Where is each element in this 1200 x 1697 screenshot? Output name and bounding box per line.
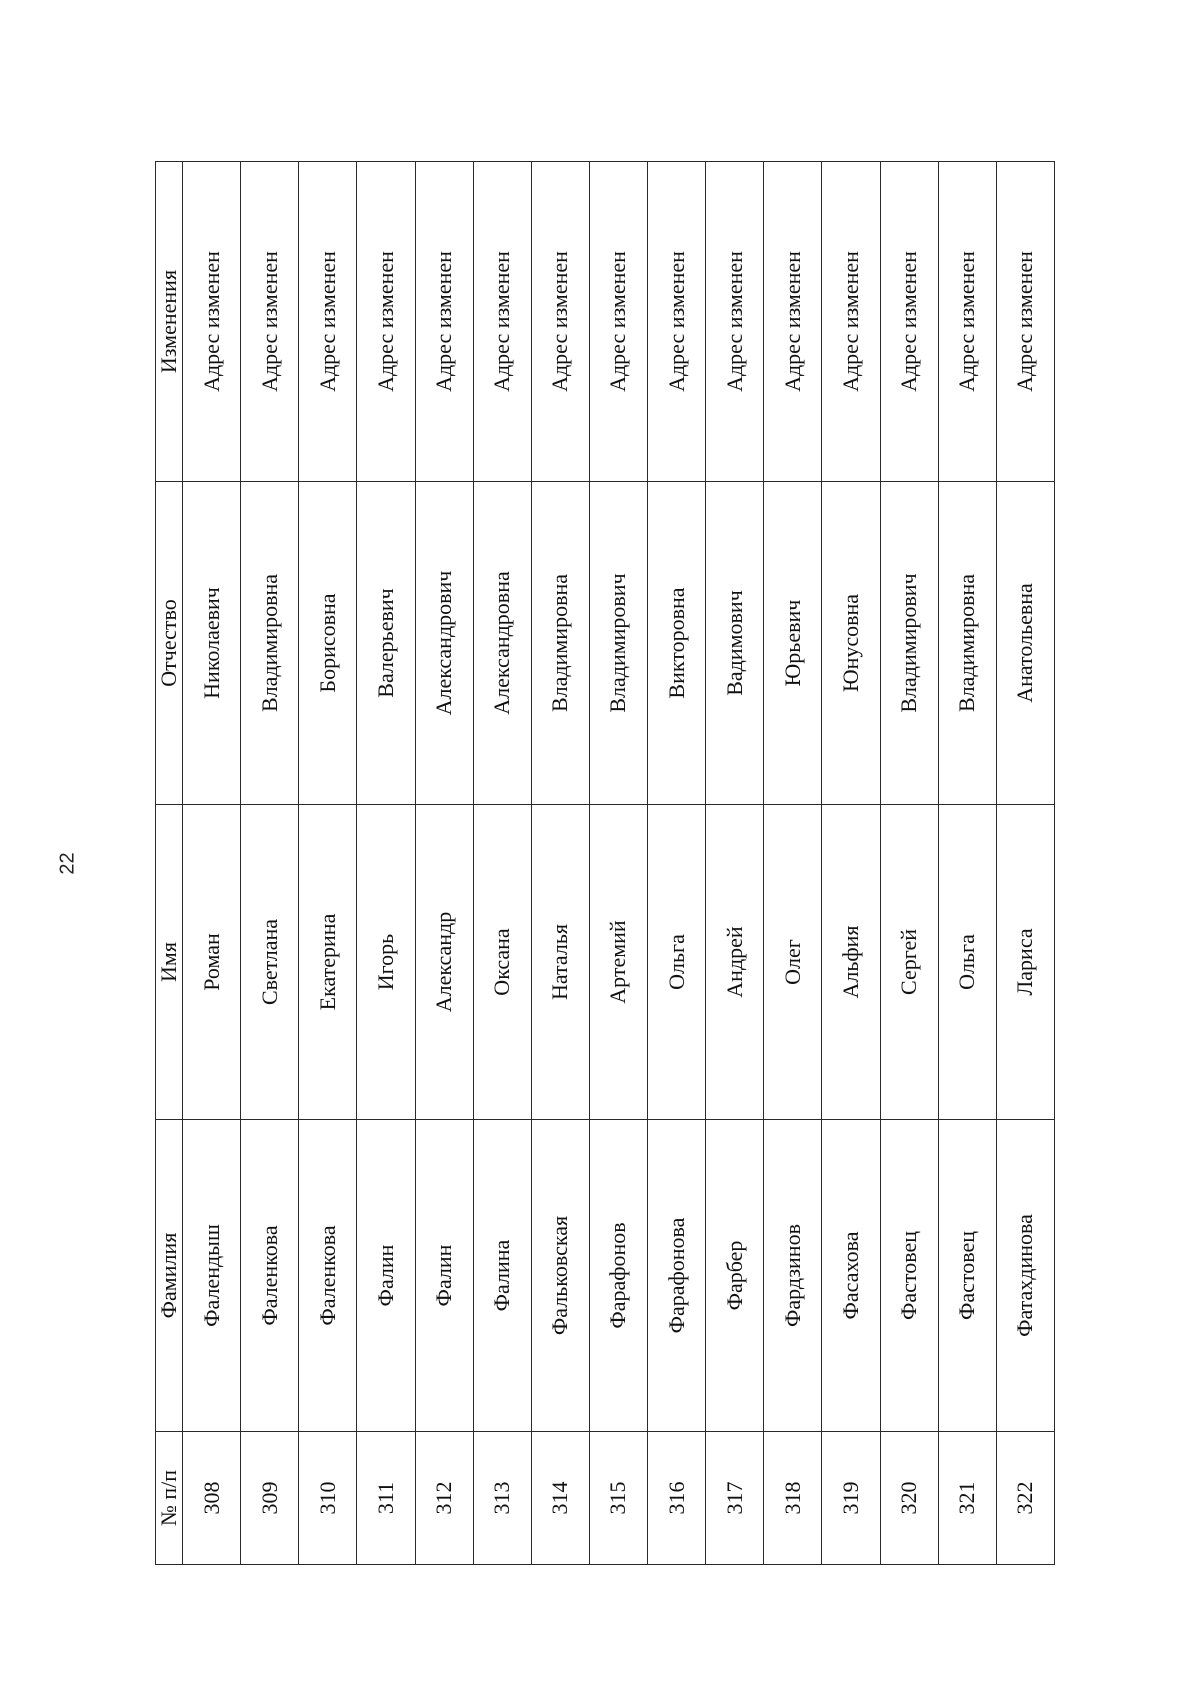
records-table-container [155, 162, 1055, 1565]
cell-num: 322 [996, 1432, 1054, 1565]
table-row [648, 162, 706, 1565]
cell-surname: Фалендыш [183, 1120, 241, 1432]
table-body [183, 162, 1055, 1565]
cell-name: Ольга [938, 805, 996, 1120]
cell-surname: Фарафонов [589, 1120, 647, 1432]
page-number-text: 22 [56, 851, 79, 875]
table-row [299, 162, 357, 1565]
cell-patronymic: Вадимович [706, 482, 764, 805]
cell-name: Андрей [706, 805, 764, 1120]
header-name: Имя [156, 805, 183, 1120]
cell-changes: Адрес изменен [183, 162, 241, 482]
header-patronymic: Отчество [156, 482, 183, 805]
cell-num: 314 [531, 1432, 589, 1565]
cell-changes: Адрес изменен [357, 162, 415, 482]
header-changes: Изменения [156, 162, 183, 482]
cell-surname: Фаленкова [299, 1120, 357, 1432]
cell-changes: Адрес изменен [241, 162, 299, 482]
table-header-row [156, 162, 183, 1565]
cell-surname: Фасахова [822, 1120, 880, 1432]
cell-name: Роман [183, 805, 241, 1120]
cell-surname: Фарбер [706, 1120, 764, 1432]
cell-changes: Адрес изменен [415, 162, 473, 482]
table-row [473, 162, 531, 1565]
cell-num: 313 [473, 1432, 531, 1565]
cell-patronymic: Владимирович [880, 482, 938, 805]
cell-changes: Адрес изменен [938, 162, 996, 482]
cell-surname: Фалин [357, 1120, 415, 1432]
cell-patronymic: Анатольевна [996, 482, 1054, 805]
cell-changes: Адрес изменен [531, 162, 589, 482]
cell-changes: Адрес изменен [589, 162, 647, 482]
cell-patronymic: Юрьевич [764, 482, 822, 805]
table-row [764, 162, 822, 1565]
cell-changes: Адрес изменен [996, 162, 1054, 482]
table-row [183, 162, 241, 1565]
cell-patronymic: Владимировна [938, 482, 996, 805]
cell-name: Лариса [996, 805, 1054, 1120]
table-row [241, 162, 299, 1565]
cell-num: 319 [822, 1432, 880, 1565]
table-row [415, 162, 473, 1565]
cell-name: Ольга [648, 805, 706, 1120]
cell-changes: Адрес изменен [299, 162, 357, 482]
table-row [531, 162, 589, 1565]
page-number [53, 838, 83, 888]
cell-surname: Фастовец [938, 1120, 996, 1432]
header-surname: Фамилия [156, 1120, 183, 1432]
cell-patronymic: Борисовна [299, 482, 357, 805]
cell-name: Олег [764, 805, 822, 1120]
cell-num: 312 [415, 1432, 473, 1565]
cell-surname: Фаленкова [241, 1120, 299, 1432]
cell-name: Сергей [880, 805, 938, 1120]
cell-surname: Фатахдинова [996, 1120, 1054, 1432]
cell-changes: Адрес изменен [764, 162, 822, 482]
cell-patronymic: Викторовна [648, 482, 706, 805]
cell-surname: Фалина [473, 1120, 531, 1432]
cell-name: Оксана [473, 805, 531, 1120]
cell-changes: Адрес изменен [473, 162, 531, 482]
table-row [880, 162, 938, 1565]
cell-patronymic: Владимировна [241, 482, 299, 805]
cell-name: Артемий [589, 805, 647, 1120]
table-row [589, 162, 647, 1565]
cell-num: 310 [299, 1432, 357, 1565]
cell-name: Светлана [241, 805, 299, 1120]
header-num: № п/п [156, 1432, 183, 1565]
cell-changes: Адрес изменен [648, 162, 706, 482]
cell-surname: Фардзинов [764, 1120, 822, 1432]
cell-num: 315 [589, 1432, 647, 1565]
cell-patronymic: Александрович [415, 482, 473, 805]
cell-surname: Фальковская [531, 1120, 589, 1432]
cell-num: 321 [938, 1432, 996, 1565]
records-table [155, 161, 1055, 1565]
cell-num: 309 [241, 1432, 299, 1565]
table-row [706, 162, 764, 1565]
table-row [938, 162, 996, 1565]
cell-num: 318 [764, 1432, 822, 1565]
cell-surname: Фарафонова [648, 1120, 706, 1432]
cell-num: 316 [648, 1432, 706, 1565]
cell-name: Игорь [357, 805, 415, 1120]
cell-patronymic: Владимировна [531, 482, 589, 805]
cell-patronymic: Валерьевич [357, 482, 415, 805]
cell-num: 308 [183, 1432, 241, 1565]
cell-patronymic: Александровна [473, 482, 531, 805]
cell-patronymic: Юнусовна [822, 482, 880, 805]
table-row [996, 162, 1054, 1565]
cell-num: 311 [357, 1432, 415, 1565]
cell-changes: Адрес изменен [822, 162, 880, 482]
table-row [822, 162, 880, 1565]
cell-name: Екатерина [299, 805, 357, 1120]
cell-num: 320 [880, 1432, 938, 1565]
table-row [357, 162, 415, 1565]
cell-name: Альфия [822, 805, 880, 1120]
cell-name: Наталья [531, 805, 589, 1120]
cell-changes: Адрес изменен [880, 162, 938, 482]
cell-patronymic: Николаевич [183, 482, 241, 805]
cell-name: Александр [415, 805, 473, 1120]
cell-num: 317 [706, 1432, 764, 1565]
cell-patronymic: Владимирович [589, 482, 647, 805]
cell-surname: Фалин [415, 1120, 473, 1432]
cell-surname: Фастовец [880, 1120, 938, 1432]
cell-changes: Адрес изменен [706, 162, 764, 482]
